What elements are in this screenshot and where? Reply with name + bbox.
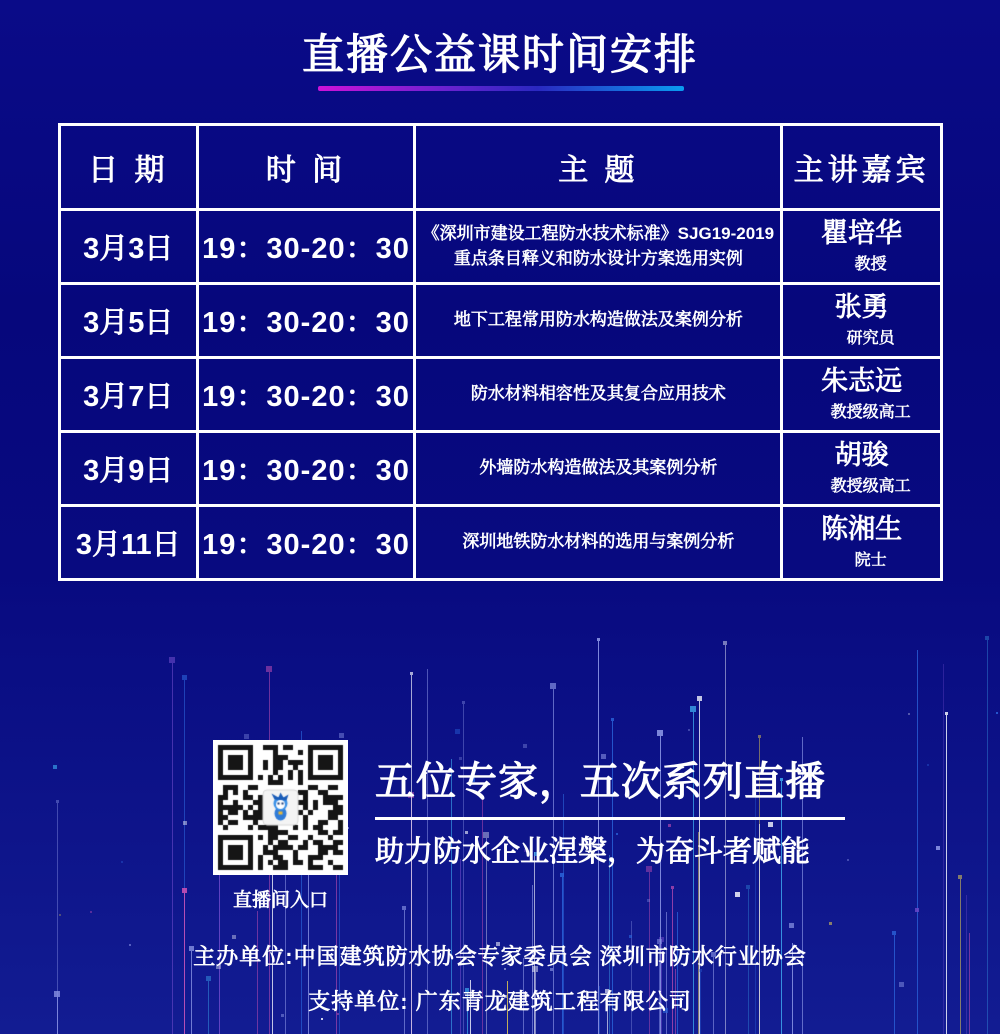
light-dot (688, 729, 690, 731)
light-dot (847, 859, 849, 861)
light-dot (462, 701, 465, 704)
date-cell: 3月11日 (60, 506, 198, 580)
page-title: 直播公益课时间安排 (301, 31, 698, 78)
table-header-row (60, 125, 942, 210)
date-cell: 3月5日 (60, 284, 198, 358)
slogan-line2: 助力防水企业涅槃，为奋斗者赋能 (375, 836, 811, 868)
speaker-cell (782, 432, 942, 506)
speaker-name: 陈湘生 (821, 513, 903, 544)
table-row (60, 506, 942, 580)
light-dot (723, 641, 727, 645)
light-dot (958, 875, 962, 879)
light-dot (789, 923, 794, 928)
time-cell: 19：30-20：30 (197, 506, 415, 580)
speaker-cell (782, 210, 942, 284)
light-dot (996, 712, 998, 714)
light-dot (758, 735, 761, 738)
header-date: 日 期 (60, 125, 198, 210)
light-dot (597, 638, 600, 641)
qr-label: 直播间入口 (232, 890, 328, 911)
header-topic: 主 题 (415, 125, 782, 210)
light-dot (53, 765, 57, 769)
topic-cell: 地下工程常用防水构造做法及案例分析 (415, 284, 782, 358)
title-underline-accent (318, 86, 684, 91)
speaker-name: 张勇 (834, 291, 889, 322)
light-dot (671, 886, 674, 889)
time-cell: 19：30-20：30 (197, 432, 415, 506)
light-dot (829, 922, 832, 925)
light-dot (523, 744, 527, 748)
light-dot (232, 935, 236, 939)
organizer-line: 主办单位:中国建筑防水协会专家委员会 深圳市防水行业协会 (193, 944, 807, 969)
light-dot (936, 846, 940, 850)
speaker-title: 院士 (854, 552, 887, 570)
light-dot (611, 718, 614, 721)
speaker-title: 教授 (854, 256, 887, 274)
light-dot (735, 892, 740, 897)
slogan-divider (375, 817, 845, 820)
date-cell: 3月3日 (60, 210, 198, 284)
light-dot (410, 672, 413, 675)
light-dot (945, 712, 948, 715)
light-dot (647, 899, 650, 902)
speaker-name: 胡骏 (834, 439, 889, 470)
header-time: 时 间 (197, 125, 415, 210)
topic-cell: 深圳地铁防水材料的选用与案例分析 (415, 506, 782, 580)
footer (0, 940, 1000, 1016)
time-cell: 19：30-20：30 (197, 358, 415, 432)
header-speaker: 主讲嘉宾 (782, 125, 942, 210)
light-dot (697, 696, 702, 701)
table-row (60, 210, 942, 284)
slogan-block (375, 750, 845, 870)
light-dot (321, 1018, 323, 1020)
light-dot (59, 914, 61, 916)
light-dot (169, 657, 175, 663)
live-room-entrance (213, 740, 348, 912)
light-dot (927, 764, 929, 766)
light-dot (182, 675, 187, 680)
schedule-table (58, 123, 943, 581)
light-dot (629, 935, 632, 938)
speaker-cell (782, 506, 942, 580)
topic-cell: 《深圳市建设工程防水技术标准》SJG19-2019 重点条目释义和防水设计方案选用实例 (415, 210, 782, 284)
date-cell: 3月7日 (60, 358, 198, 432)
light-dot (90, 911, 92, 913)
light-dot (56, 800, 59, 803)
time-cell: 19：30-20：30 (197, 284, 415, 358)
supporter-line: 支持单位: 广东青龙建筑工程有限公司 (308, 989, 692, 1014)
speaker-title: 教授级高工 (830, 478, 911, 496)
table-row (60, 284, 942, 358)
light-dot (892, 931, 896, 935)
light-dot (455, 729, 460, 734)
light-dot (560, 873, 564, 877)
light-dot (657, 730, 663, 736)
light-dot (339, 733, 344, 738)
table-row (60, 358, 942, 432)
light-dot (402, 906, 406, 910)
table-row (60, 432, 942, 506)
speaker-cell (782, 358, 942, 432)
speaker-title: 研究员 (846, 330, 895, 348)
light-dot (908, 713, 910, 715)
topic-cell: 防水材料相容性及其复合应用技术 (415, 358, 782, 432)
qr-code-icon (213, 740, 348, 875)
speaker-cell (782, 284, 942, 358)
speaker-name: 瞿培华 (821, 217, 903, 248)
speaker-title: 教授级高工 (830, 404, 911, 422)
speaker-name: 朱志远 (821, 365, 903, 396)
light-dot (746, 885, 750, 889)
light-dot (550, 683, 556, 689)
date-cell: 3月9日 (60, 432, 198, 506)
light-dot (121, 861, 123, 863)
light-dot (915, 908, 919, 912)
light-dot (182, 888, 187, 893)
topic-cell: 外墙防水构造做法及其案例分析 (415, 432, 782, 506)
light-dot (244, 734, 249, 739)
time-cell: 19：30-20：30 (197, 210, 415, 284)
slogan-line1: 五位专家，五次系列直播 (375, 760, 826, 804)
light-dot (183, 821, 187, 825)
light-dot (690, 706, 696, 712)
light-dot (985, 636, 989, 640)
light-dot (266, 666, 272, 672)
